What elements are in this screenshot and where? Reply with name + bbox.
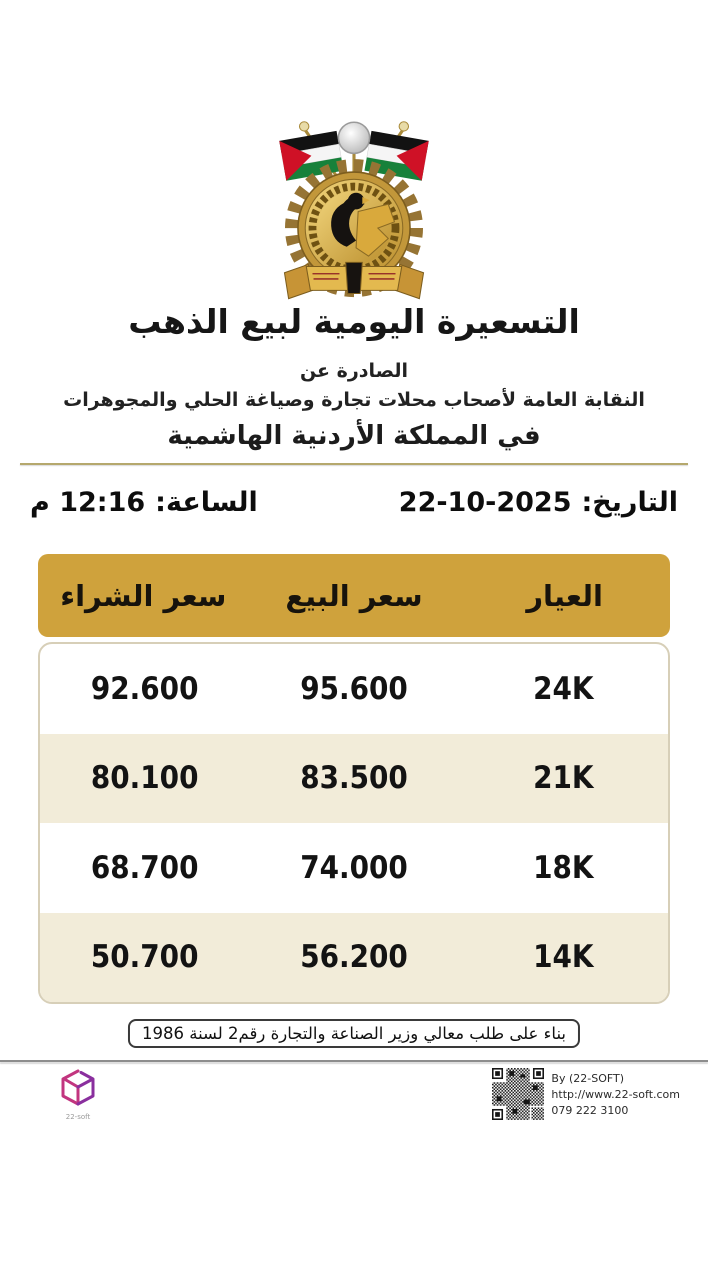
vendor-block bbox=[492, 1068, 680, 1120]
sell-cell: 56.200 bbox=[300, 939, 408, 976]
sell-cell: 95.600 bbox=[300, 670, 408, 707]
price-table-body bbox=[38, 642, 670, 1004]
vendor-text bbox=[551, 1068, 680, 1119]
gold-divider-rule bbox=[20, 463, 688, 465]
emblem-icon bbox=[270, 116, 438, 308]
buy-cell: 50.700 bbox=[90, 939, 199, 976]
time-label: الساعة: bbox=[155, 487, 258, 518]
table-row bbox=[40, 823, 668, 913]
country-line: في المملكة الأردنية الهاشمية bbox=[167, 421, 541, 451]
date-label: التاريخ: bbox=[581, 487, 678, 518]
table-row bbox=[40, 913, 668, 1003]
table-row bbox=[40, 644, 668, 734]
sell-cell: 74.000 bbox=[300, 849, 408, 886]
vendor-phone: 079 222 3100 bbox=[551, 1103, 629, 1117]
cube-caption: 22-soft bbox=[65, 1113, 91, 1121]
time-value: 12:16 م bbox=[30, 487, 146, 518]
col-header-sell: سعر البيع bbox=[285, 578, 423, 613]
cube-icon bbox=[58, 1068, 98, 1108]
karat-cell: 24K bbox=[533, 670, 594, 707]
karat-cell: 21K bbox=[533, 760, 594, 797]
footer-divider bbox=[0, 1060, 708, 1062]
syndicate-name: النقابة العامة لأصحاب محلات تجارة وصياغة الحلي والمجوهرات bbox=[63, 389, 645, 411]
vendor-url: http://www.22-soft.com bbox=[551, 1087, 680, 1101]
col-header-karat: العيار bbox=[526, 578, 603, 613]
date-value: 22-10-2025 bbox=[398, 487, 572, 518]
time-group bbox=[30, 487, 258, 518]
page-title: التسعيرة اليومية لبيع الذهب bbox=[128, 302, 580, 341]
vendor-cube-logo bbox=[55, 1068, 101, 1121]
qr-code-icon bbox=[492, 1068, 544, 1120]
karat-cell: 18K bbox=[533, 849, 594, 886]
syndicate-emblem-logo bbox=[270, 116, 438, 312]
buy-cell: 92.600 bbox=[90, 670, 199, 707]
karat-cell: 14K bbox=[533, 939, 594, 976]
issued-by-line: الصادرة عن bbox=[299, 360, 409, 382]
buy-cell: 68.700 bbox=[90, 849, 199, 886]
price-table-header bbox=[38, 554, 670, 637]
buy-cell: 80.100 bbox=[90, 760, 199, 797]
date-group bbox=[399, 487, 678, 518]
vendor-by: By (22-SOFT) bbox=[551, 1072, 625, 1085]
sell-cell: 83.500 bbox=[300, 760, 408, 797]
ribbon-banner bbox=[284, 262, 423, 298]
table-row bbox=[40, 734, 668, 824]
legal-note-box: بناء على طلب معالي وزير الصناعة والتجارة رقم2 لسنة 1986 bbox=[128, 1019, 580, 1048]
date-time-row bbox=[30, 487, 678, 518]
col-header-buy: سعر الشراء bbox=[60, 578, 227, 613]
